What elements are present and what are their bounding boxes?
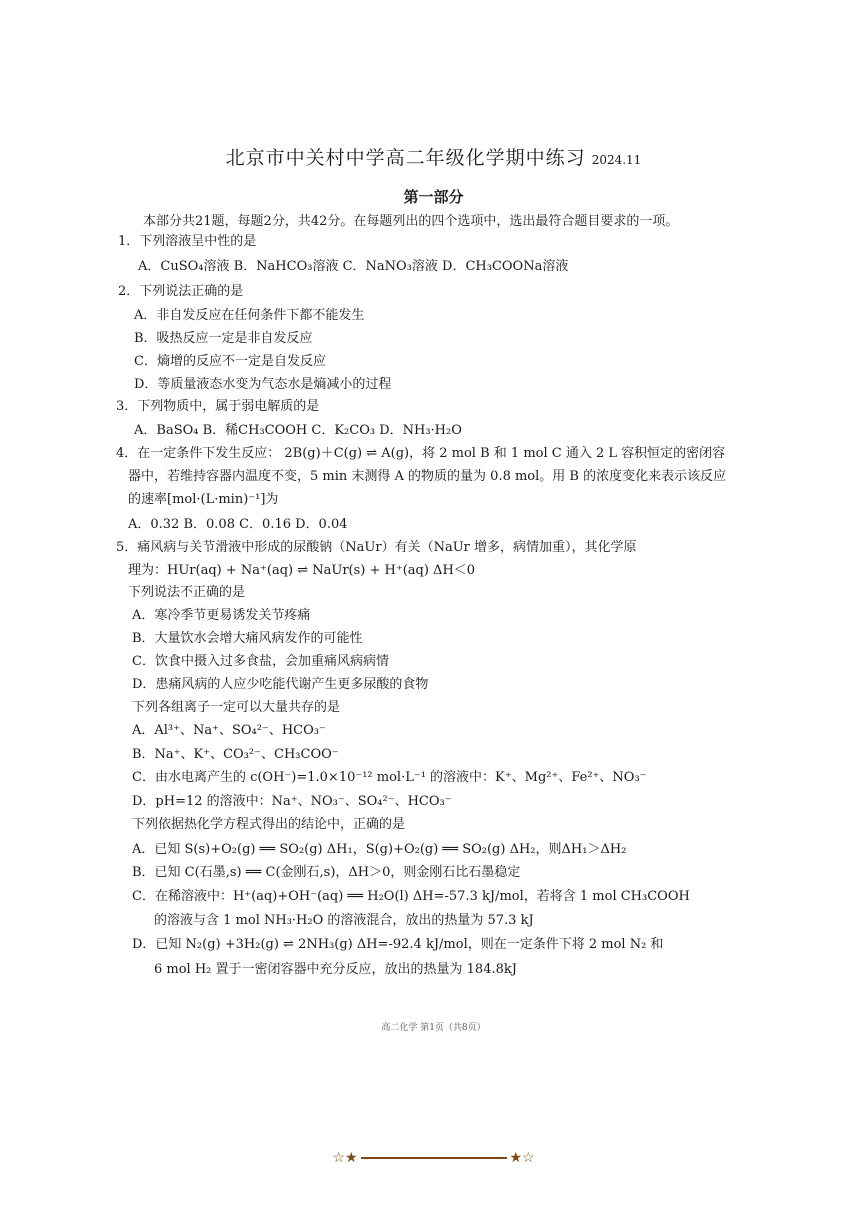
option-line: C．在稀溶液中：H⁺(aq)+OH⁻(aq) ══ H₂O(l) ΔH=-57.3 kJ/mol，若将含 1 mol CH₃COOH: [132, 889, 690, 904]
option-line: 的溶液与含 1 mol NH₃·H₂O 的溶液混合，放出的热量为 57.3 kJ: [154, 913, 534, 928]
question-line: 5．痛风病与关节滑液中形成的尿酸钠（NaUr）有关（NaUr 增多，病情加重），其化学原: [116, 540, 637, 555]
option-line: A．Al³⁺、Na⁺、SO₄²⁻、HCO₃⁻: [132, 723, 326, 738]
part-heading: 第一部分: [403, 188, 464, 206]
option-line: A．非自发反应在任何条件下都不能发生: [134, 308, 365, 323]
option-line: B．大量饮水会增大痛风病发作的可能性: [132, 631, 363, 646]
title-text: 北京市中关村中学高二年级化学期中练习: [225, 147, 586, 169]
decorative-divider: [0, 1150, 867, 1166]
title-date: 2024.11: [591, 153, 642, 167]
option-line: B．Na⁺、K⁺、CO₃²⁻、CH₃COO⁻: [132, 747, 339, 762]
star-icon: ★☆: [509, 1150, 535, 1166]
option-line: B．已知 C(石墨,s) ══ C(金刚石,s)，ΔH＞0，则金刚石比石墨稳定: [132, 865, 521, 880]
question-line: 下列依据热化学方程式得出的结论中，正确的是: [132, 817, 406, 832]
option-line: D．患痛风病的人应少吃能代谢产生更多尿酸的食物: [132, 677, 429, 692]
question-line: 2．下列说法正确的是: [118, 284, 244, 299]
question-line: 的速率[mol·(L·min)⁻¹]为: [128, 492, 279, 507]
option-line: D．等质量液态水变为气态水是熵减小的过程: [134, 377, 392, 392]
question-line: 理为：HUr(aq) + Na⁺(aq) ⇌ NaUr(s) + H⁺(aq) ΔH＜0: [128, 563, 476, 578]
option-line: C．饮食中摄入过多食盐，会加重痛风病病情: [132, 654, 389, 669]
question-line: 器中，若维持容器内温度不变，5 min 末测得 A 的物质的量为 0.8 mol。用 B 的浓度变化来表示该反应: [128, 469, 727, 484]
option-line: B．吸热反应一定是非自发反应: [134, 331, 313, 346]
option-line: A．已知 S(s)+O₂(g) ══ SO₂(g) ΔH₁，S(g)+O₂(g) ══ SO₂(g) ΔH₂，则ΔH₁＞ΔH₂: [132, 842, 627, 857]
question-line: 下列说法不正确的是: [128, 585, 246, 600]
question-line: 1．下列溶液呈中性的是: [118, 234, 257, 249]
option-line: A．BaSO₄ B．稀CH₃COOH C．K₂CO₃ D．NH₃·H₂O: [134, 423, 462, 438]
page-title: [0, 143, 867, 170]
question-line: 下列各组离子一定可以大量共存的是: [132, 700, 341, 715]
star-icon: ☆★: [332, 1150, 358, 1166]
option-line: D．pH=12 的溶液中：Na⁺、NO₃⁻、SO₄²⁻、HCO₃⁻: [132, 794, 452, 809]
page-footer: 高二化学 第1页（共8页）: [381, 1023, 486, 1033]
option-line: A．CuSO₄溶液 B．NaHCO₃溶液 C．NaNO₃溶液 D．CH₃COONa溶液: [138, 259, 569, 274]
divider-line: [361, 1157, 507, 1159]
question-line: 3．下列物质中，属于弱电解质的是: [116, 399, 320, 414]
option-line: A．0.32 B．0.08 C．0.16 D．0.04: [128, 517, 348, 532]
option-line: A．寒冷季节更易诱发关节疼痛: [132, 608, 311, 623]
option-line: C．熵增的反应不一定是自发反应: [134, 354, 326, 369]
question-line: 4．在一定条件下发生反应： 2B(g)＋C(g) ⇌ A(g)，将 2 mol B 和 1 mol C 通入 2 L 容积恒定的密闭容: [116, 446, 726, 461]
option-line: D．已知 N₂(g) +3H₂(g) ⇌ 2NH₃(g) ΔH=-92.4 kJ/mol，则在一定条件下将 2 mol N₂ 和: [132, 937, 664, 952]
instructions: 本部分共21题，每题2分，共42分。在每题列出的四个选项中，选出最符合题目要求的一项。: [143, 214, 679, 229]
option-line: 6 mol H₂ 置于一密闭容器中充分反应，放出的热量为 184.8kJ: [154, 962, 517, 977]
option-line: C．由水电离产生的 c(OH⁻)=1.0×10⁻¹² mol·L⁻¹ 的溶液中：K⁺、Mg²⁺、Fe²⁺、NO₃⁻: [132, 770, 647, 785]
